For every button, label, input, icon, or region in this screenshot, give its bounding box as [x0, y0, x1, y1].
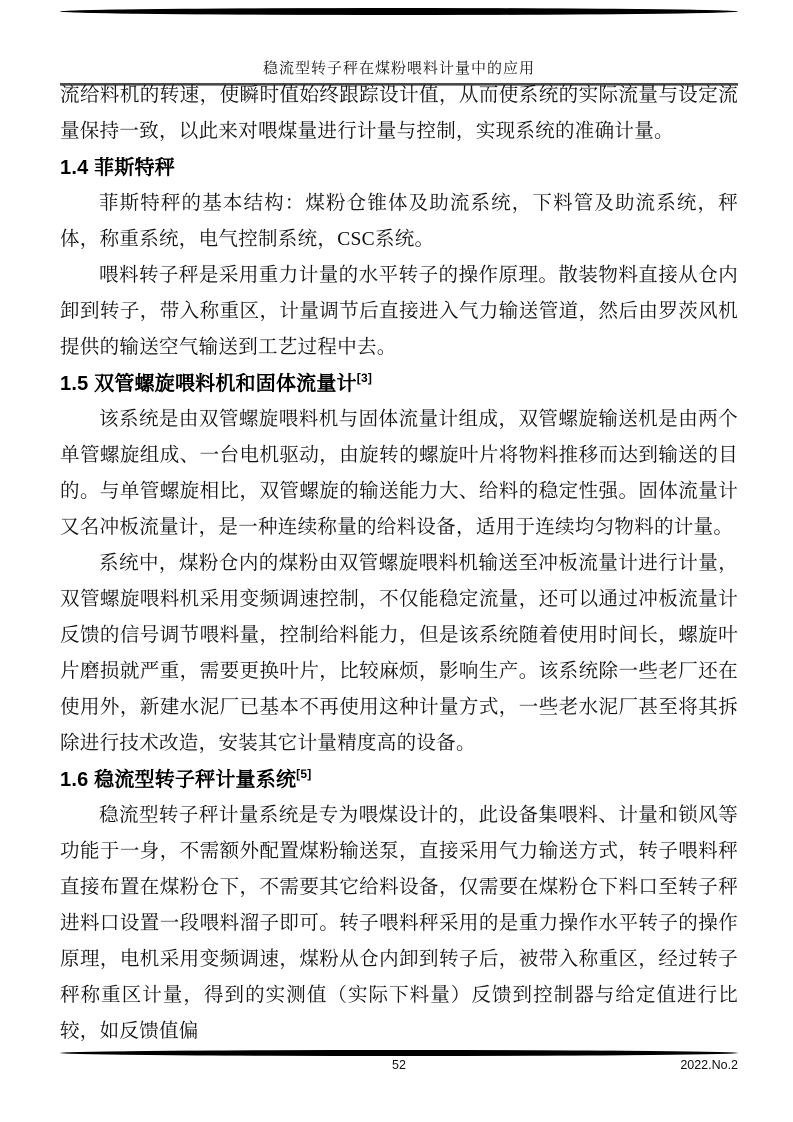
- top-rule-bar: [60, 8, 738, 15]
- citation-ref-5: [5]: [296, 767, 312, 781]
- section-heading-1-5-text: 1.5 双管螺旋喂料机和固体流量计: [60, 373, 357, 395]
- article-body: [60, 78, 738, 1050]
- paragraph-feist-principle: 喂料转子秤是采用重力计量的水平转子的操作原理。散装物料直接从仓内卸到转子，带入称重区，计量调节后直接进入气力输送管道，然后由罗茨风机提供的输送空气输送到工艺过程中去。: [60, 265, 738, 358]
- paragraph-feist-structure: 菲斯特秤的基本结构：煤粉仓锥体及助流系统，下料管及助流系统，秤体，称重系统，电气控制系统，CSC系统。: [60, 193, 738, 250]
- section-heading-1-5: [60, 366, 738, 402]
- paragraph-screw-operation: 系统中，煤粉仓内的煤粉由双管螺旋喂料机输送至冲板流量计进行计量，双管螺旋喂料机采用变频调速控制，不仅能稳定流量，还可以通过冲板流量计反馈的信号调节喂料量，控制给料能力，但是该系统随着使用时间长，螺旋叶片磨损就严重，需要更换叶片，比较麻烦，影响生产。该系统除一些老厂还在使用外，新建水泥厂已基本不再使用这种计量方式，一些老水泥厂甚至将其拆除进行技术改造，安装其它计量精度高的设备。: [60, 553, 738, 754]
- page-number: 52: [392, 1058, 406, 1072]
- issue-label: 2022.No.2: [680, 1058, 738, 1072]
- footer-rule-bar: [60, 1050, 738, 1056]
- paragraph-rotor-system: 稳流型转子秤计量系统是专为喂煤设计的，此设备集喂料、计量和锁风等功能于一身，不需额外配置煤粉输送泵，直接采用气力输送方式，转子喂料秤直接布置在煤粉仓下，不需要其它给料设备，仅需要在煤粉仓下料口至转子秤进料口设置一段喂料溜子即可。转子喂料秤采用的是重力操作水平转子的操作原理，电机采用变频调速，煤粉从仓内卸到转子后，被带入称重区，经过转子秤称重区计量，得到的实测值（实际下料量）反馈到控制器与给定值进行比较，如反馈值偏: [60, 805, 738, 1042]
- paragraph-screw-composition: 该系统是由双管螺旋喂料机与固体流量计组成，双管螺旋输送机是由两个单管螺旋组成、一台电机驱动，由旋转的螺旋叶片将物料推移而达到输送的目的。与单管螺旋相比，双管螺旋的输送能力大、给料的稳定性强。固体流量计又名冲板流量计，是一种连续称量的给料设备，适用于连续均匀物料的计量。: [60, 409, 738, 538]
- section-heading-1-6-text: 1.6 稳流型转子秤计量系统: [60, 769, 297, 791]
- running-title: 稳流型转子秤在煤粉喂料计量中的应用: [262, 61, 535, 77]
- section-heading-1-6: [60, 762, 738, 798]
- citation-ref-3: [3]: [356, 371, 373, 385]
- paragraph-continuation: 流给料机的转速，使瞬时值始终跟踪设计值，从而使系统的实际流量与设定流量保持一致，以此来对喂煤量进行计量与控制，实现系统的准确计量。: [60, 85, 738, 142]
- page-footer: [60, 1058, 738, 1076]
- section-heading-1-4-text: 1.4 菲斯特秤: [60, 157, 175, 179]
- section-heading-1-4: [60, 150, 738, 186]
